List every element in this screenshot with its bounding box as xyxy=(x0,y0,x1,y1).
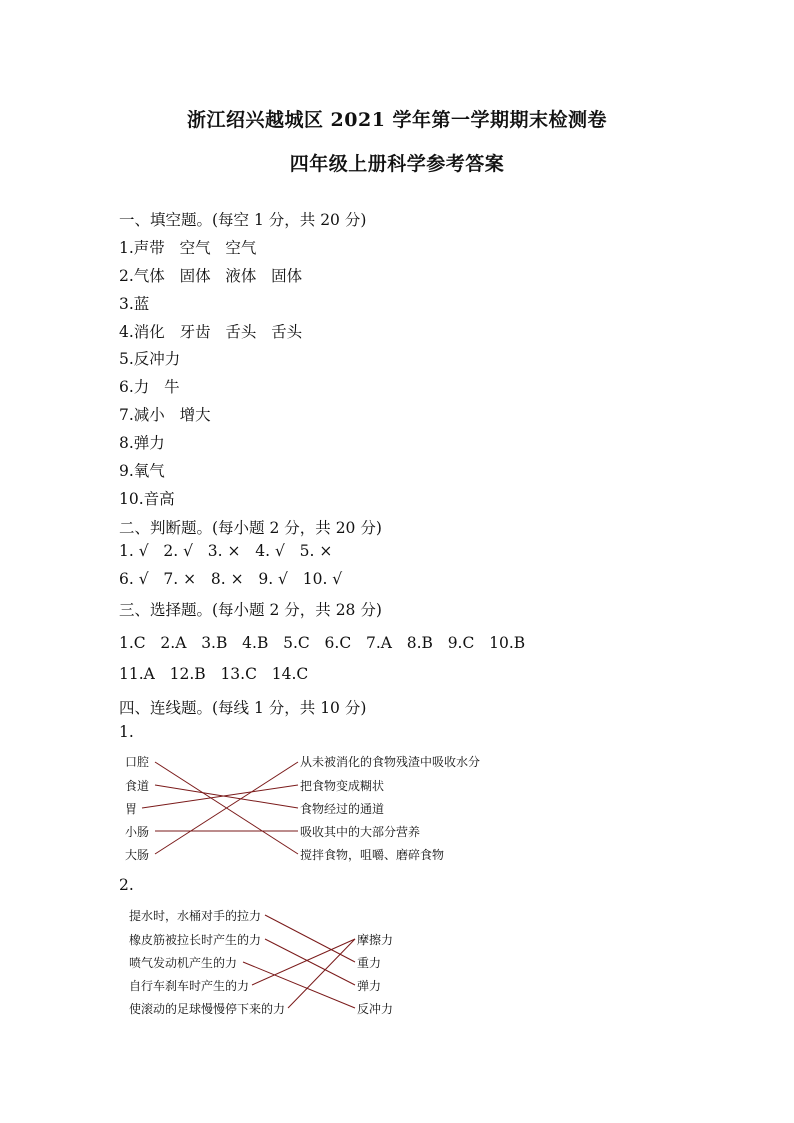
match-line xyxy=(252,939,355,985)
match-right-item: 摩擦力 xyxy=(357,933,394,947)
match-right-item: 反冲力 xyxy=(357,1002,394,1016)
match-right-item: 弹力 xyxy=(357,979,382,993)
question-number: 1. xyxy=(119,723,134,741)
match-left-item: 使滚动的足球慢慢停下来的力 xyxy=(129,1002,286,1016)
match-left-item: 胃 xyxy=(125,802,138,816)
section-3-heading: 三、选择题。(每小题 2 分，共 28 分) xyxy=(119,601,382,619)
match-left-item: 自行车刹车时产生的力 xyxy=(129,979,250,993)
answer-line: 6. √ 7. × 8. × 9. √ 10. √ xyxy=(119,570,343,588)
answer-line: 2.气体 固体 液体 固体 xyxy=(119,267,303,285)
match-right-item: 吸收其中的大部分营养 xyxy=(300,825,421,839)
section-2-heading: 二、判断题。(每小题 2 分，共 20 分) xyxy=(119,519,382,537)
answer-line: 11.A 12.B 13.C 14.C xyxy=(119,665,309,683)
question-number: 2. xyxy=(119,876,134,894)
match-right-item: 搅拌食物，咀嚼、磨碎食物 xyxy=(300,848,445,862)
answer-line: 10.音高 xyxy=(119,490,175,508)
match-left-item: 小肠 xyxy=(125,825,150,839)
answer-line: 1.声带 空气 空气 xyxy=(119,239,257,257)
match-right-item: 重力 xyxy=(357,956,382,970)
answer-line: 6.力 牛 xyxy=(119,378,180,396)
answer-line: 5.反冲力 xyxy=(119,350,181,368)
answer-line: 1. √ 2. √ 3. × 4. √ 5. × xyxy=(119,542,333,560)
match-right-item: 食物经过的通道 xyxy=(300,802,385,816)
match-line xyxy=(265,915,355,962)
section-4-heading: 四、连线题。(每线 1 分，共 10 分) xyxy=(119,699,367,717)
match-left-item: 喷气发动机产生的力 xyxy=(129,956,238,970)
page-title: 浙江绍兴越城区 2021 学年第一学期期末检测卷 xyxy=(186,109,608,131)
answer-line: 3.蓝 xyxy=(119,295,150,313)
match-line xyxy=(243,962,355,1008)
page-subtitle: 四年级上册科学参考答案 xyxy=(289,153,505,175)
match-left-item: 食道 xyxy=(125,779,150,793)
answer-line: 4.消化 牙齿 舌头 舌头 xyxy=(119,323,303,341)
match-right-item: 从未被消化的食物残渣中吸收水分 xyxy=(300,755,481,769)
match-line xyxy=(265,939,355,985)
answer-line: 9.氧气 xyxy=(119,462,165,480)
match-line xyxy=(288,939,355,1008)
answer-line: 8.弹力 xyxy=(119,434,165,452)
match-right-item: 把食物变成糊状 xyxy=(300,779,385,793)
answer-line: 1.C 2.A 3.B 4.B 5.C 6.C 7.A 8.B 9.C 10.B xyxy=(119,634,526,652)
match-left-item: 提水时，水桶对手的拉力 xyxy=(129,909,262,923)
match-left-item: 橡皮筋被拉长时产生的力 xyxy=(129,933,262,947)
answer-line: 7.减小 增大 xyxy=(119,406,211,424)
match-left-item: 口腔 xyxy=(125,755,150,769)
section-1-heading: 一、填空题。(每空 1 分，共 20 分) xyxy=(119,211,367,229)
match-left-item: 大肠 xyxy=(125,848,150,862)
